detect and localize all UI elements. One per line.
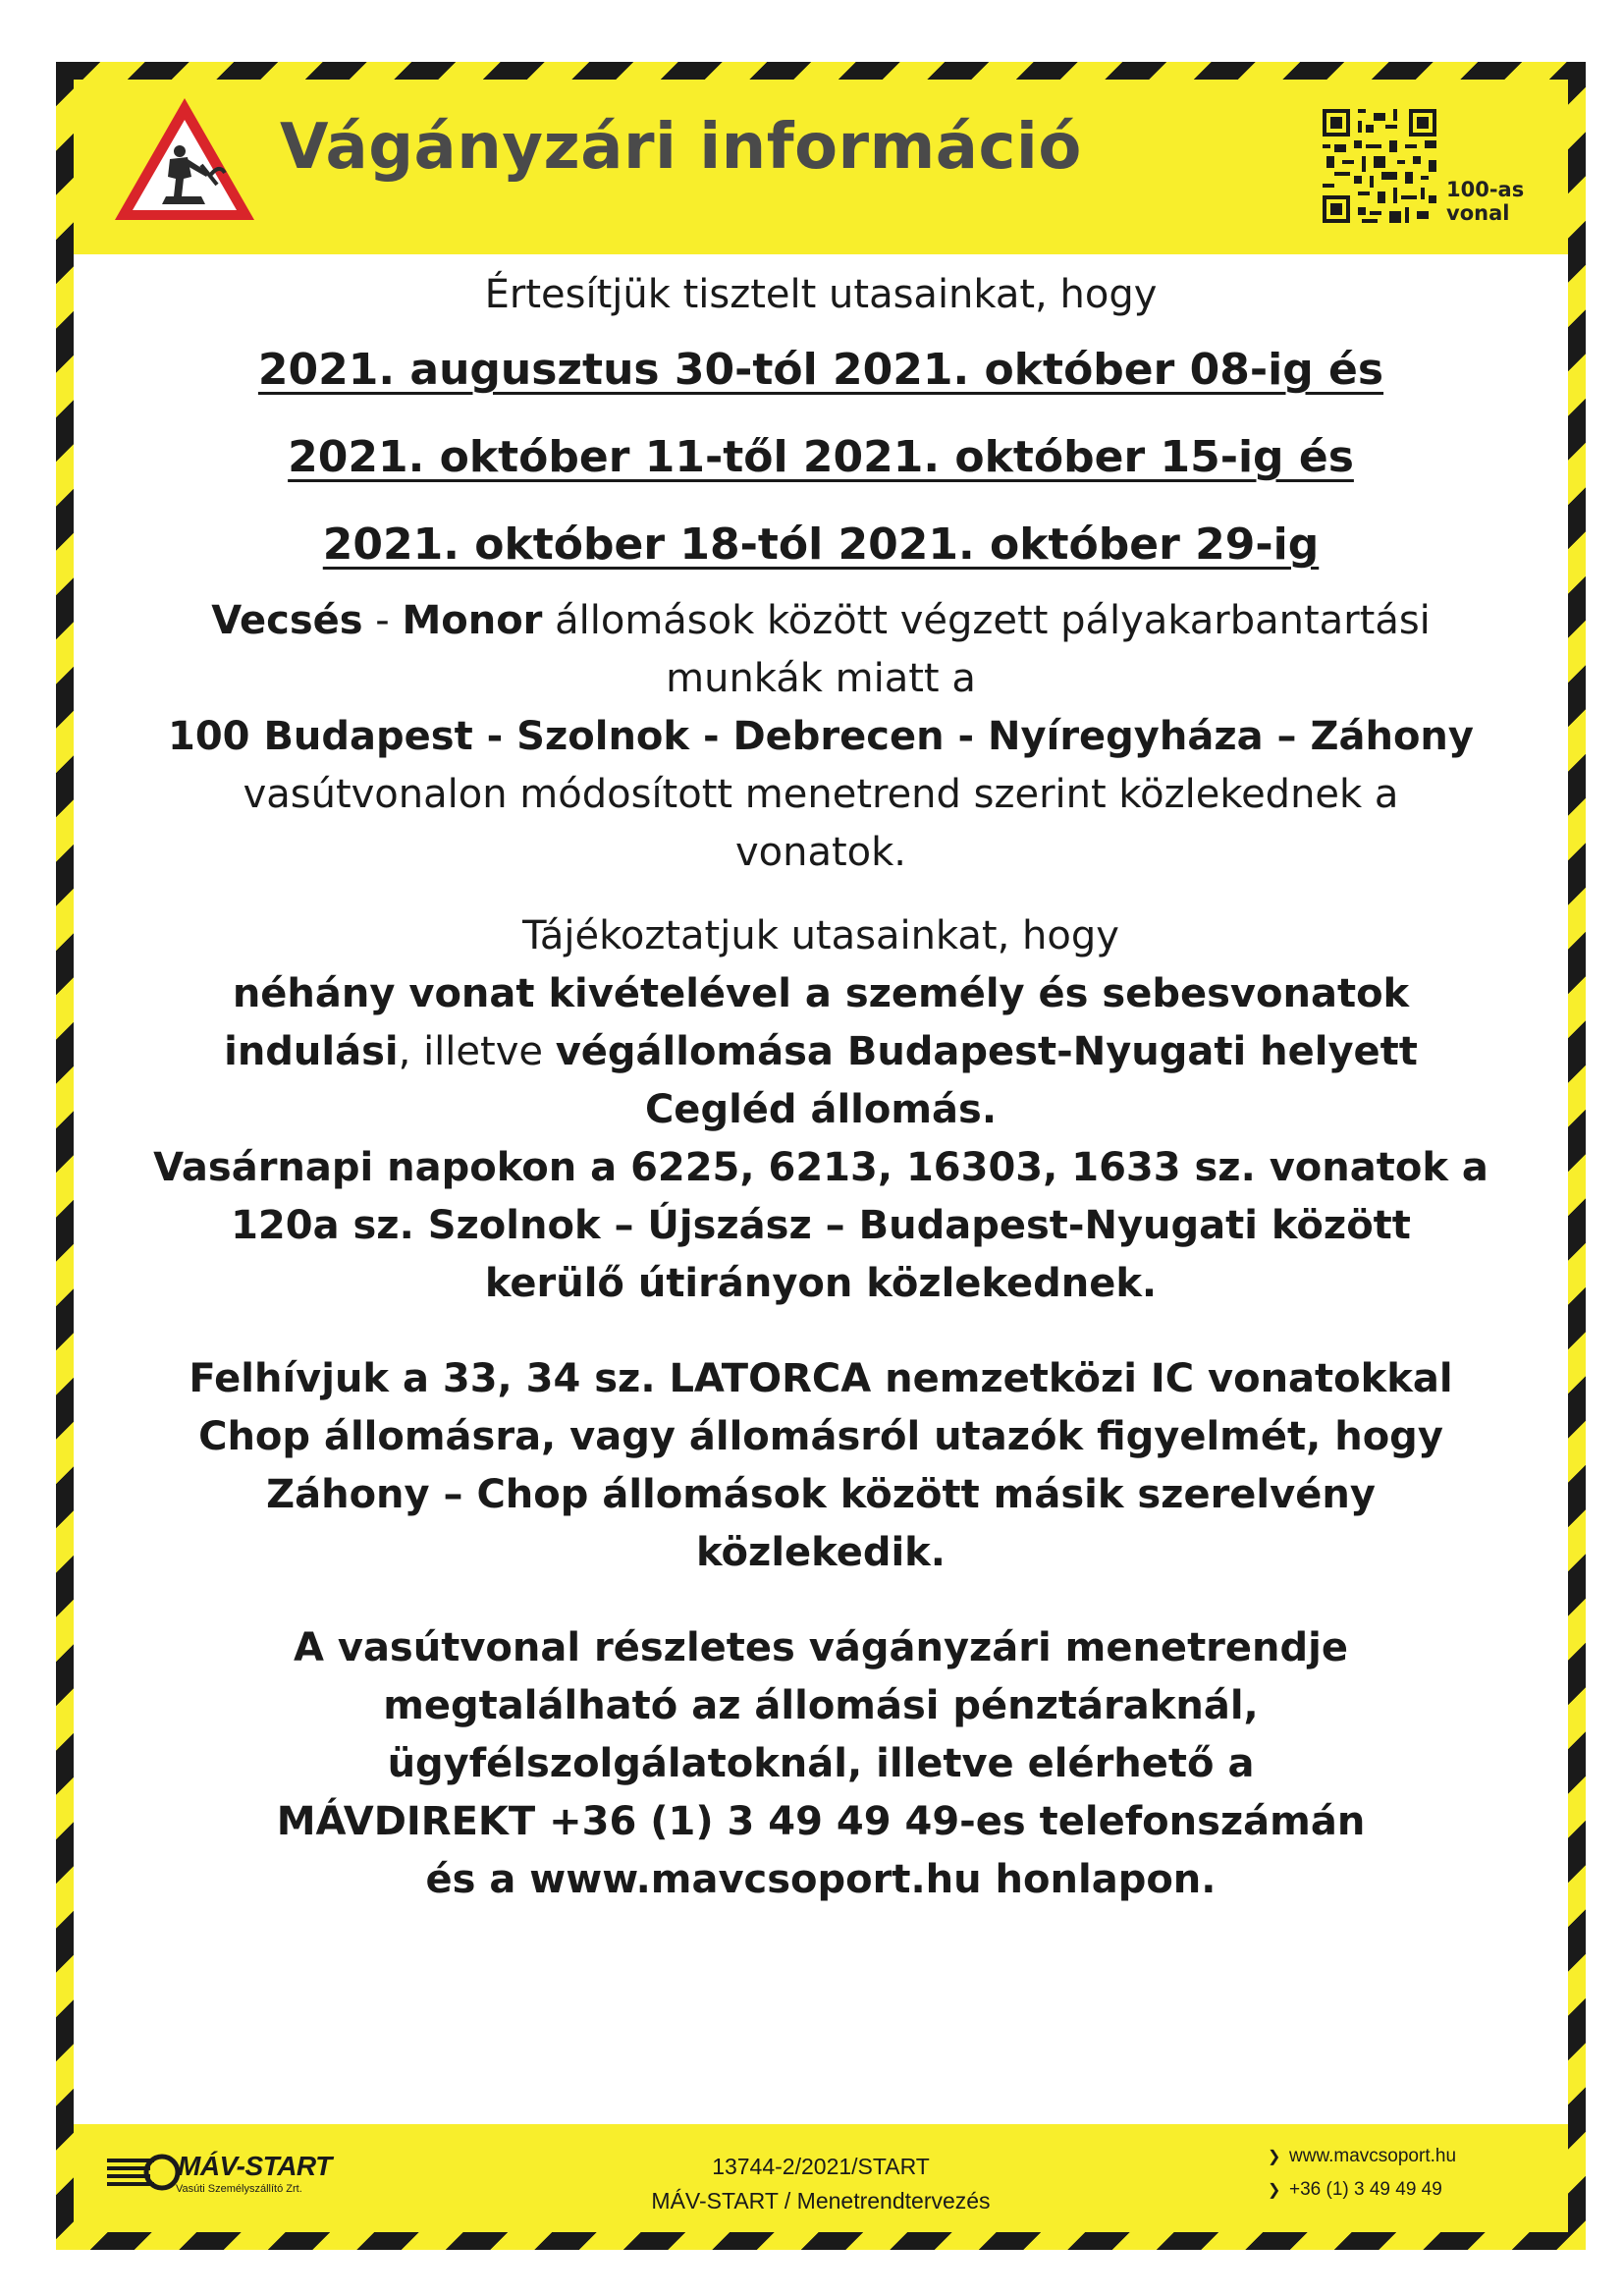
timetable-text: vasútvonalon módosított menetrend szerint közlekednek a — [243, 772, 1399, 817]
date-range: 2021. augusztus 30-tól 2021. október 08-ig és — [257, 345, 1384, 395]
works-text: munkák miatt a — [666, 656, 976, 701]
notice-body — [74, 266, 1568, 1909]
footer-contacts — [1268, 2140, 1456, 2207]
page-title: Vágányzári információ — [280, 111, 1082, 184]
timetable-text: vonatok. — [734, 830, 907, 875]
info-text: indulási, illetve végállomása Budapest-Nyugati helyett — [224, 1029, 1418, 1074]
header-band — [74, 80, 1568, 254]
closure-dates — [74, 326, 1568, 588]
mav-start-logo: MÁV-START Vasúti Személyszállító Zrt. — [103, 2147, 339, 2201]
phone-link[interactable]: ❯ +36 (1) 3 49 49 49 — [1268, 2173, 1456, 2207]
website-link[interactable]: ❯ www.mavcsoport.hu — [1268, 2140, 1456, 2173]
department-name: MÁV-START / Menetrendtervezés — [651, 2188, 991, 2214]
line-number-label: 100-as vonal — [1446, 178, 1525, 225]
contact-notice: A vasútvonal részletes vágányzári menetrendje megtalálható az állomási pénztáraknál, ügyfélszolgálatoknál, illetve elérhető a MÁVDIREKT +36 (1) 3 49 49 49-es telefonszámán és a www.mavcsoport.hu honlapon. — [276, 1625, 1366, 1902]
date-range: 2021. október 18-tól 2021. október 29-ig — [322, 519, 1320, 570]
footer-band — [74, 2124, 1568, 2232]
sunday-text: 120a sz. Szolnok – Újszász – Budapest-Nyugati között — [231, 1203, 1411, 1248]
info-text: néhány vonat kivételével a személy és sebesvonatok — [232, 971, 1410, 1016]
intro-text: Értesítjük tisztelt utasainkat, hogy — [484, 272, 1158, 317]
sunday-text: kerülő útirányon közlekednek. — [484, 1261, 1158, 1306]
chevron-right-icon: ❯ — [1268, 2149, 1281, 2165]
info-text: Cegléd állomás. — [644, 1087, 998, 1132]
chevron-right-icon: ❯ — [1268, 2182, 1281, 2199]
railway-line-name: 100 Budapest - Szolnok - Debrecen - Nyíregyháza – Záhony — [168, 714, 1474, 759]
station-name: Vecsés — [211, 598, 363, 643]
station-name: Monor — [402, 598, 543, 643]
sunday-text: Vasárnapi napokon a 6225, 6213, 16303, 1633 sz. vonatok a — [153, 1145, 1488, 1190]
hazard-stripe-frame — [56, 62, 1586, 2250]
info-intro: Tájékoztatjuk utasainkat, hogy — [522, 913, 1119, 958]
document-number: 13744-2/2021/START — [712, 2154, 930, 2179]
qr-code-icon[interactable] — [1323, 109, 1436, 223]
works-text: Vecsés - Monor állomások között végzett pályakarbantartási — [211, 598, 1431, 643]
date-range: 2021. október 11-től 2021. október 15-ig és — [288, 432, 1354, 482]
notice-sheet — [74, 80, 1568, 2232]
road-works-warning-icon — [111, 94, 258, 224]
latorca-notice: Felhívjuk a 33, 34 sz. LATORCA nemzetközi IC vonatokkal Chop állomásra, vagy állomásról utazók figyelmét, hogy Záhony – Chop állomások között másik szerelvény közlekedik. — [189, 1356, 1453, 1575]
